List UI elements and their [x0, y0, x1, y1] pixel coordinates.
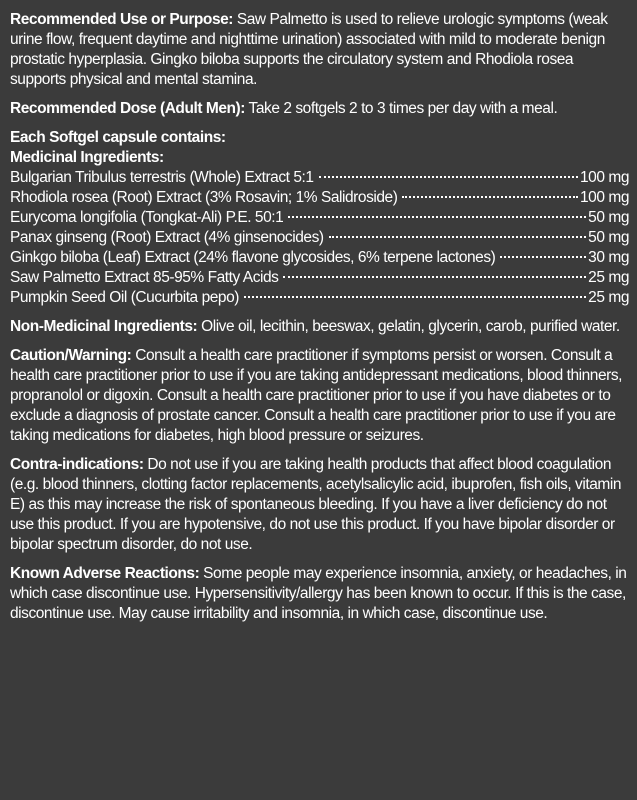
ingredient-row	[10, 168, 629, 188]
contra-indications-section	[10, 455, 629, 555]
ingredient-amount: 50 mg	[588, 229, 629, 246]
ingredient-amount: 50 mg	[588, 209, 629, 226]
caution-text: Consult a health care practitioner if symptoms persist or worsen. Consult a health care practitioner prior to use if you are taking antidepressant medications, blood thinners, propranolol or digoxin. Consult a health care practitioner prior to use if you have diabetes or to exclude a diagnosis of prostate cancer. Consult a health care practitioner prior to use if you are taking medications for diabetes, high blood pressure or seizures.	[10, 347, 622, 444]
recommended-dose-text: Take 2 softgels 2 to 3 times per day with a meal.	[248, 100, 558, 117]
ingredient-amount: 25 mg	[588, 289, 629, 306]
ingredient-amount: 25 mg	[588, 269, 629, 286]
ingredient-row	[10, 248, 629, 268]
recommended-use-heading: Recommended Use or Purpose:	[10, 11, 233, 28]
dot-leader	[283, 276, 586, 278]
medicinal-ingredients-heading: Medicinal Ingredients:	[10, 149, 164, 166]
ingredient-row	[10, 288, 629, 308]
dot-leader	[244, 296, 586, 298]
dot-leader	[329, 236, 587, 238]
non-medicinal-section	[10, 317, 629, 337]
adverse-reactions-section	[10, 564, 629, 624]
ingredient-row	[10, 228, 629, 248]
dot-leader	[288, 216, 586, 218]
adverse-reactions-text: Some people may experience insomnia, anxiety, or headaches, in which case discontinue use. Hypersensitivity/allergy has been known to occur. If this is the case, discontinue use. May cause irritability and insomnia, in which case, discontinue use.	[10, 565, 627, 622]
ingredient-amount: 100 mg	[580, 169, 629, 186]
ingredient-name: Pumpkin Seed Oil (Cucurbita pepo)	[10, 289, 239, 306]
ingredient-name: Eurycoma longifolia (Tongkat-Ali) P.E. 50:1	[10, 209, 284, 226]
ingredient-row	[10, 268, 629, 288]
adverse-reactions-heading: Known Adverse Reactions:	[10, 565, 200, 582]
ingredient-name: Ginkgo biloba (Leaf) Extract (24% flavone glycosides, 6% terpene lactones)	[10, 249, 496, 266]
caution-section	[10, 346, 629, 446]
recommended-dose-heading: Recommended Dose (Adult Men):	[10, 100, 245, 117]
recommended-dose-section	[10, 99, 629, 119]
caution-heading: Caution/Warning:	[10, 347, 132, 364]
medicinal-ingredients-list	[10, 168, 629, 308]
non-medicinal-heading: Non-Medicinal Ingredients:	[10, 318, 198, 335]
ingredient-row	[10, 208, 629, 228]
ingredient-amount: 100 mg	[580, 189, 629, 206]
ingredient-amount: 30 mg	[588, 249, 629, 266]
non-medicinal-text: Olive oil, lecithin, beeswax, gelatin, glycerin, carob, purified water.	[201, 318, 620, 335]
ingredient-row	[10, 188, 629, 208]
dot-leader	[319, 176, 578, 178]
ingredient-name: Saw Palmetto Extract 85-95% Fatty Acids	[10, 269, 279, 286]
ingredient-name: Rhodiola rosea (Root) Extract (3% Rosavin; 1% Salidroside)	[10, 189, 398, 206]
ingredient-name: Panax ginseng (Root) Extract (4% ginsenocides)	[10, 229, 324, 246]
contra-indications-heading: Contra-indications:	[10, 456, 144, 473]
dot-leader	[402, 196, 578, 198]
contra-indications-text: Do not use if you are taking health products that affect blood coagulation (e.g. blood thinners, clotting factor replacements, acetylsalicylic acid, ibuprofen, fish oils, vitamin E) as this may increase the risk of spontaneous bleeding. If you have a liver deficiency do not use this product. If you are hypotensive, do not use this product. If you have bipolar disorder or bipolar spectrum disorder, do not use.	[10, 456, 621, 553]
recommended-use-text: Saw Palmetto is used to relieve urologic symptoms (weak urine flow, frequent daytime and nighttime urination) associated with mild to moderate benign prostatic hyperplasia. Gingko biloba supports the circulatory system and Rhodiola rosea supports physical and mental stamina.	[10, 11, 608, 88]
recommended-use-section	[10, 10, 629, 90]
softgel-contains-heading: Each Softgel capsule contains:	[10, 129, 226, 146]
ingredient-name: Bulgarian Tribulus terrestris (Whole) Extract 5:1	[10, 169, 314, 186]
dot-leader	[500, 256, 586, 258]
